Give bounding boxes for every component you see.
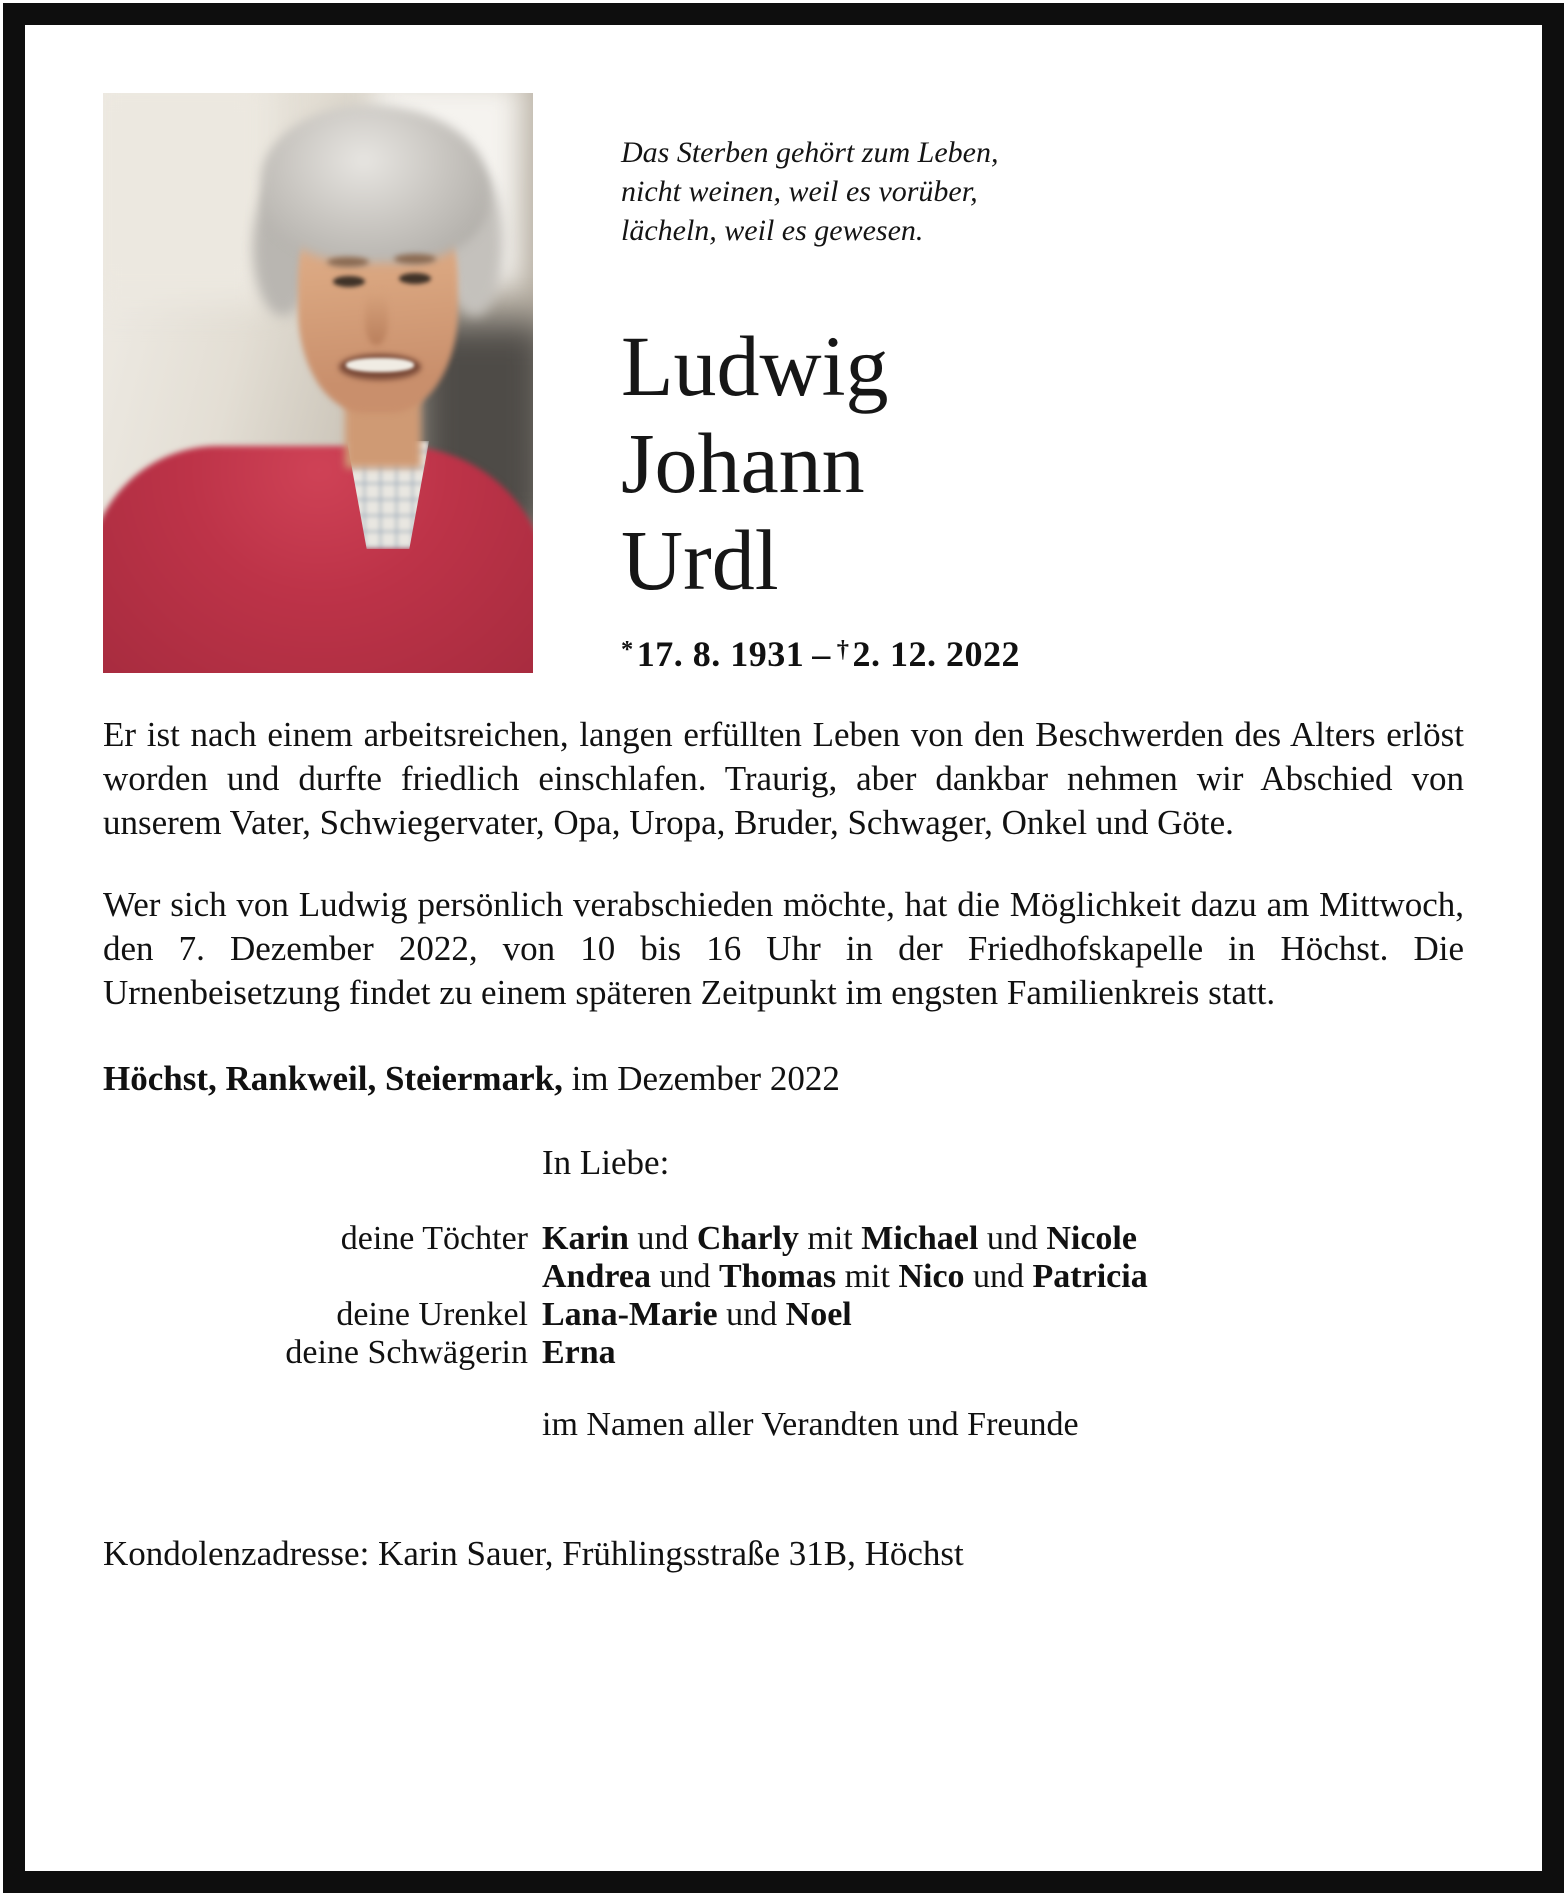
place-date: im Dezember 2022 bbox=[562, 1059, 840, 1098]
family-row-names bbox=[542, 1334, 1464, 1372]
family-connector-text: und bbox=[717, 1296, 786, 1333]
deceased-name-line-3: Urdl bbox=[621, 512, 779, 608]
deceased-name-line-1: Ludwig bbox=[621, 318, 889, 414]
place-names: Höchst, Rankweil, Steiermark, bbox=[103, 1059, 563, 1098]
family-member-name: Thomas bbox=[718, 1258, 837, 1295]
epigraph-line-3: lächeln, weil es gewesen. bbox=[621, 214, 924, 247]
portrait-nose bbox=[365, 289, 388, 345]
family-row bbox=[103, 1296, 1464, 1334]
epigraph-line-2: nicht weinen, weil es vorüber, bbox=[621, 175, 978, 208]
family-member-name: Karin bbox=[542, 1220, 629, 1257]
family-row-label: deine Urenkel bbox=[336, 1296, 528, 1333]
family-member-name: Charly bbox=[696, 1220, 799, 1257]
farewell-closing: im Namen aller Verandten und Freunde bbox=[542, 1406, 1079, 1443]
family-connector-text: mit bbox=[798, 1220, 862, 1257]
family-row-names bbox=[542, 1258, 1464, 1296]
family-row bbox=[103, 1258, 1464, 1296]
family-row bbox=[103, 1334, 1464, 1372]
family-connector-text: mit bbox=[836, 1258, 899, 1295]
portrait-eyebrow-right bbox=[394, 254, 436, 264]
family-list bbox=[103, 1220, 1464, 1372]
family-row-names bbox=[542, 1220, 1464, 1258]
family-row-label: deine Töchter bbox=[340, 1220, 528, 1257]
family-connector-text: und bbox=[978, 1220, 1047, 1257]
photo-background-shelf bbox=[103, 93, 273, 303]
portrait-eye-right bbox=[399, 273, 431, 284]
deceased-name-line-2: Johann bbox=[621, 415, 865, 511]
portrait-red-sweater bbox=[103, 446, 533, 673]
farewell-heading: In Liebe: bbox=[542, 1143, 670, 1182]
portrait-eyebrow-left bbox=[327, 257, 369, 267]
life-dates bbox=[621, 633, 1020, 675]
birth-star-symbol: * bbox=[621, 636, 634, 664]
family-member-name: Nicole bbox=[1046, 1220, 1137, 1257]
dates-separator: – bbox=[812, 634, 831, 674]
portrait-hair bbox=[261, 105, 489, 263]
family-member-name: Michael bbox=[861, 1220, 979, 1257]
family-row-label bbox=[103, 1258, 528, 1296]
deceased-name bbox=[621, 318, 1020, 609]
family-member-name: Andrea bbox=[542, 1258, 651, 1295]
family-row bbox=[103, 1220, 1464, 1258]
family-member-name: Patricia bbox=[1032, 1258, 1148, 1295]
birth-date: 17. 8. 1931 bbox=[636, 634, 805, 674]
condolence-address: Kondolenzadresse: Karin Sauer, Frühlingsstraße 31B, Höchst bbox=[103, 1534, 964, 1573]
top-section bbox=[103, 93, 1464, 675]
name-block bbox=[621, 93, 1020, 675]
family-member-name: Lana-Marie bbox=[542, 1296, 718, 1333]
family-member-name: Noel bbox=[785, 1296, 852, 1333]
family-connector-text: und bbox=[964, 1258, 1033, 1295]
obituary-card bbox=[25, 25, 1542, 1871]
epigraph bbox=[621, 133, 1020, 250]
obituary-paragraph-2: Wer sich von Ludwig persönlich verabschieden möchte, hat die Möglichkeit dazu am Mittwoch, den 7. Dezember 2022, von 10 bis 16 Uhr in der Friedhofskapelle in Höchst. Die Urnenbeisetzung findet zu einem späteren Zeitpunkt im engsten Familienkreis statt. bbox=[103, 885, 1464, 1012]
family-row-label: deine Schwägerin bbox=[285, 1334, 528, 1371]
epigraph-line-1: Das Sterben gehört zum Leben, bbox=[621, 136, 999, 169]
family-connector-text: und bbox=[650, 1258, 719, 1295]
portrait-teeth bbox=[346, 358, 414, 372]
death-cross-symbol: † bbox=[836, 636, 850, 664]
death-date: 2. 12. 2022 bbox=[852, 634, 1020, 674]
family-member-name: Erna bbox=[542, 1334, 616, 1371]
place-and-date-line bbox=[103, 1057, 1464, 1101]
family-member-name: Nico bbox=[898, 1258, 965, 1295]
obituary-paragraph-1: Er ist nach einem arbeitsreichen, langen erfüllten Leben von den Beschwerden des Alters erlöst worden und durfte friedlich einschlafen. Traurig, aber dankbar nehmen wir Abschied von unserem Vater, Schwiegervater, Opa, Uropa, Bruder, Schwager, Onkel und Göte. bbox=[103, 715, 1464, 842]
portrait-photo bbox=[103, 93, 533, 673]
family-connector-text: und bbox=[628, 1220, 697, 1257]
portrait-eye-left bbox=[333, 276, 365, 287]
family-row-names bbox=[542, 1296, 1464, 1334]
